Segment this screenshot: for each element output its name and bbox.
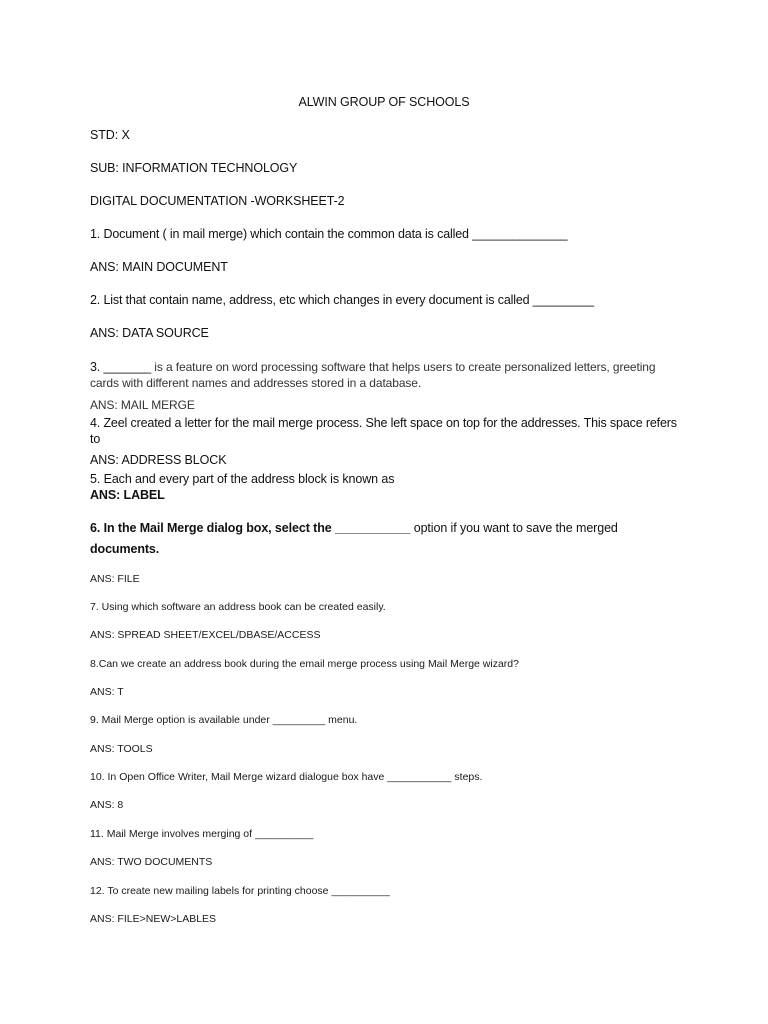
question-12: 12. To create new mailing labels for printing choose __________ xyxy=(90,885,390,897)
subject-label: SUB: INFORMATION TECHNOLOGY xyxy=(90,161,298,175)
answer-7: ANS: SPREAD SHEET/EXCEL/DBASE/ACCESS xyxy=(90,629,321,641)
school-title: ALWIN GROUP OF SCHOOLS xyxy=(298,95,470,109)
question-10: 10. In Open Office Writer, Mail Merge wizard dialogue box have ___________ steps. xyxy=(90,771,483,783)
answer-2: ANS: DATA SOURCE xyxy=(90,326,209,340)
question-3-number: 3. _______ xyxy=(90,360,152,374)
question-11: 11. Mail Merge involves merging of __________ xyxy=(90,828,314,840)
answer-12: ANS: FILE>NEW>LABLES xyxy=(90,913,217,925)
question-9: 9. Mail Merge option is available under _________ menu. xyxy=(90,714,358,726)
answer-10: ANS: 8 xyxy=(90,799,124,811)
worksheet-title: DIGITAL DOCUMENTATION -WORKSHEET-2 xyxy=(90,194,345,208)
answer-9: ANS: TOOLS xyxy=(90,743,153,755)
question-2: 2. List that contain name, address, etc which changes in every document is called _________ xyxy=(90,293,595,307)
answer-6: ANS: FILE xyxy=(90,573,140,585)
answer-3: ANS: MAIL MERGE xyxy=(90,398,195,412)
standard-label: STD: X xyxy=(90,128,130,142)
question-4: 4. Zeel created a letter for the mail merge process. She left space on top for the addresses. This space refers to xyxy=(90,416,677,446)
question-1: 1. Document ( in mail merge) which contain the common data is called ______________ xyxy=(90,227,568,241)
question-6-line-1 xyxy=(90,518,618,539)
answer-1: ANS: MAIN DOCUMENT xyxy=(90,260,228,274)
question-7: 7. Using which software an address book can be created easily. xyxy=(90,601,386,613)
answer-5: ANS: LABEL xyxy=(90,488,165,502)
question-6-end: option if you want to save the merged xyxy=(413,521,618,535)
question-6-line-2: documents. xyxy=(90,542,160,556)
question-8: 8.Can we create an address book during the email merge process using Mail Merge wizard? xyxy=(90,658,519,670)
question-3 xyxy=(90,359,670,391)
answer-8: ANS: T xyxy=(90,686,124,698)
question-6-start: 6. In the Mail Merge dialog box, select the xyxy=(90,521,332,535)
question-3-text: is a feature on word processing software that helps users to create personalized letters, greeting cards with different names and addresses stored in a database. xyxy=(90,360,656,390)
question-6-blank: ___________ xyxy=(334,521,411,535)
question-5: 5. Each and every part of the address block is known as xyxy=(90,472,395,486)
answer-4: ANS: ADDRESS BLOCK xyxy=(90,453,227,467)
answer-11: ANS: TWO DOCUMENTS xyxy=(90,856,213,868)
